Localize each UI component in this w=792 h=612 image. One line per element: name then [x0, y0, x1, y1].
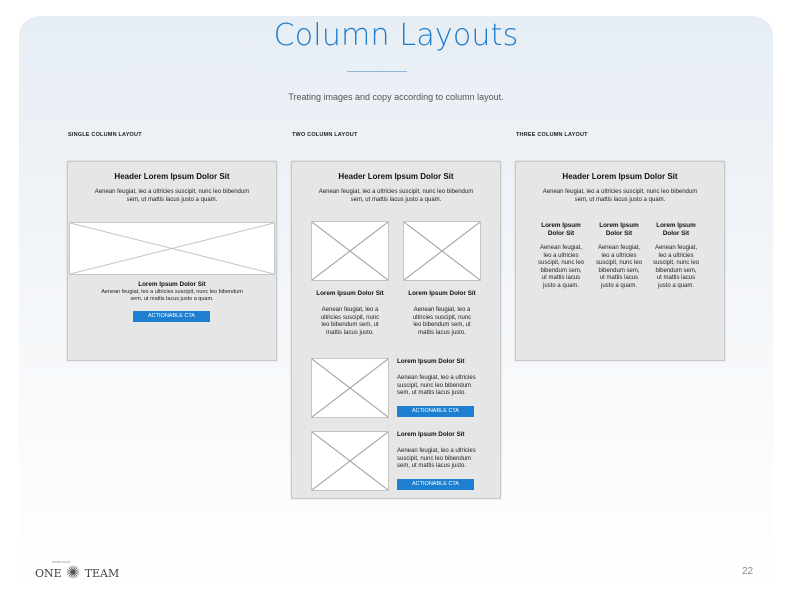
single-intro-line: sem, ut mattis lacus justo a quam. — [126, 196, 218, 203]
page-subtitle: Treating images and copy according to column layout. — [288, 92, 504, 102]
three-col3-heading — [645, 222, 707, 237]
text-line: Aenean feugiat, — [597, 245, 641, 251]
sunburst-icon — [66, 565, 80, 579]
single-item-text-line: sem, ut mattis lacus justo a quam. — [130, 295, 214, 302]
two-row2-heading: Lorem Ipsum Dolor Sit — [397, 431, 465, 438]
three-column-mockup — [515, 161, 725, 361]
title-divider — [347, 71, 407, 72]
single-intro — [68, 189, 276, 204]
two-column-label: TWO COLUMN LAYOUT — [292, 132, 358, 138]
logo-small-text: PORTLAND — [52, 560, 70, 564]
single-image-placeholder — [69, 222, 275, 275]
two-row1-text — [397, 375, 476, 398]
two-intro — [292, 189, 500, 204]
single-item-text-line: Aenean feugiat, leo a ultricies suscipit, nunc leo bibendum — [101, 289, 243, 295]
two-col-left-heading: Lorem Ipsum Dolor Sit — [316, 290, 384, 297]
page-title: Column Layouts — [273, 18, 519, 53]
text-line: suscipit, nunc leo bibendum — [397, 382, 472, 389]
two-intro-line: sem, ut mattis lacus justo a quam. — [350, 196, 442, 203]
text-line: leo bibendum sem, ut — [413, 322, 471, 328]
text-line: bibendum sem, — [598, 267, 640, 274]
text-line: mattis lacus justo. — [326, 329, 374, 336]
text-line: justo a quam. — [542, 282, 580, 289]
placeholder-x-icon — [312, 222, 388, 280]
text-line: leo a ultricies — [658, 252, 694, 259]
three-column-label: THREE COLUMN LAYOUT — [516, 132, 588, 138]
text-line: suscipit, nunc leo bibendum — [397, 455, 472, 462]
placeholder-x-icon — [312, 432, 388, 490]
placeholder-x-icon — [70, 223, 274, 274]
two-row1-image — [311, 358, 389, 418]
text-line: Dolor Sit — [662, 229, 690, 237]
text-line: Dolor Sit — [605, 229, 633, 237]
single-column-mockup — [67, 161, 277, 361]
three-col3-text — [645, 245, 707, 290]
text-line: ultricies suscipit, nunc — [412, 314, 472, 321]
two-col-image-left — [311, 221, 389, 281]
text-line: Aenean feugiat, leo a ultricies — [397, 448, 476, 454]
two-row2-cta-button[interactable]: ACTIONABLE CTA — [397, 479, 474, 490]
two-row2-image — [311, 431, 389, 491]
logo-text-team: TEAM — [84, 567, 120, 580]
single-header: Header Lorem Ipsum Dolor Sit — [114, 172, 230, 181]
three-col2-text — [588, 245, 650, 290]
text-line: leo a ultricies — [601, 252, 637, 259]
placeholder-x-icon — [312, 359, 388, 417]
logo-text-one: ONE — [35, 567, 62, 580]
text-line: Lorem Ipsum — [599, 222, 639, 229]
text-line: suscipit, nunc leo — [595, 260, 643, 266]
single-cta-button[interactable]: ACTIONABLE CTA — [133, 311, 210, 322]
text-line: Lorem Ipsum — [656, 222, 696, 229]
single-item-text — [68, 289, 276, 302]
three-intro — [516, 189, 724, 204]
two-col-image-right — [403, 221, 481, 281]
text-line: Aenean feugiat, — [654, 245, 698, 251]
text-line: ut mattis lacus — [599, 275, 639, 281]
text-line: Dolor Sit — [547, 229, 575, 237]
text-line: justo a quam. — [600, 282, 638, 289]
two-intro-line: Aenean feugiat, leo a ultricies suscipit, nunc leo bibendum — [318, 189, 474, 195]
two-row1-heading: Lorem Ipsum Dolor Sit — [397, 358, 465, 365]
text-line: bibendum sem, — [655, 267, 697, 274]
text-line: sem, ut mattis lacus justo. — [397, 390, 467, 396]
two-column-mockup — [291, 161, 501, 499]
text-line: leo bibendum sem, ut — [321, 322, 379, 328]
two-row2-text — [397, 448, 476, 471]
single-intro-line: Aenean feugiat, leo a ultricies suscipit, nunc leo bibendum — [94, 189, 250, 195]
text-line: Lorem Ipsum — [541, 222, 581, 229]
single-column-label: SINGLE COLUMN LAYOUT — [68, 132, 142, 138]
two-header: Header Lorem Ipsum Dolor Sit — [338, 172, 454, 181]
one-team-logo — [35, 560, 120, 580]
text-line: Aenean feugiat, leo a — [413, 307, 471, 313]
text-line: ultricies suscipit, nunc — [320, 314, 380, 321]
single-item-heading: Lorem Ipsum Dolor Sit — [138, 281, 206, 288]
text-line: bibendum sem, — [540, 267, 582, 274]
two-col-right-text — [398, 307, 486, 337]
text-line: suscipit, nunc leo — [652, 260, 700, 266]
text-line: Aenean feugiat, — [539, 245, 583, 251]
three-col1-heading — [530, 222, 592, 237]
two-col-right-heading: Lorem Ipsum Dolor Sit — [408, 290, 476, 297]
page-number: 22 — [742, 566, 754, 577]
three-intro-line: sem, ut mattis lacus justo a quam. — [574, 196, 666, 203]
two-col-left-text — [306, 307, 394, 337]
text-line: Aenean feugiat, leo a — [321, 307, 379, 313]
three-intro-line: Aenean feugiat, leo a ultricies suscipit, nunc leo bibendum — [542, 189, 698, 195]
placeholder-x-icon — [404, 222, 480, 280]
text-line: ut mattis lacus — [656, 275, 696, 281]
text-line: Aenean feugiat, leo a ultricies — [397, 375, 476, 381]
text-line: sem, ut mattis lacus justo. — [397, 463, 467, 469]
three-col1-text — [530, 245, 592, 290]
text-line: mattis lacus justo. — [418, 329, 466, 336]
text-line: suscipit, nunc leo — [537, 260, 585, 266]
two-row1-cta-button[interactable]: ACTIONABLE CTA — [397, 406, 474, 417]
three-header: Header Lorem Ipsum Dolor Sit — [562, 172, 678, 181]
three-col2-heading — [588, 222, 650, 237]
text-line: justo a quam. — [657, 282, 695, 289]
text-line: ut mattis lacus — [541, 275, 581, 281]
text-line: leo a ultricies — [543, 252, 579, 259]
